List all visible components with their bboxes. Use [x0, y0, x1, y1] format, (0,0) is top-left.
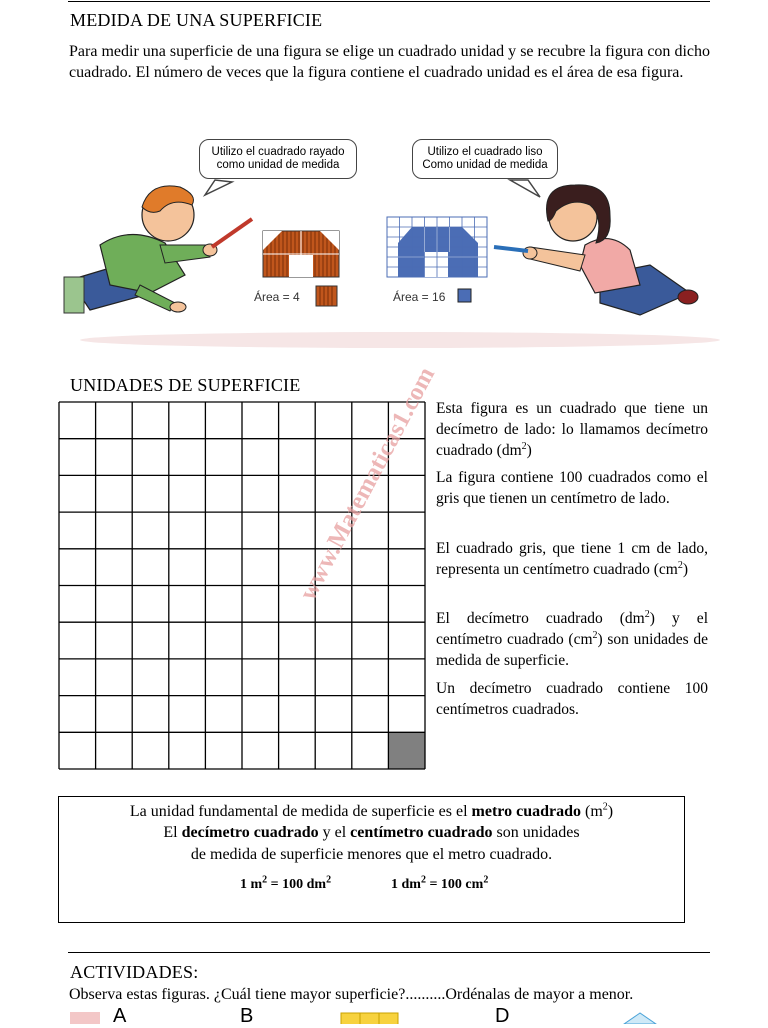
figure-label-a: A: [113, 1005, 127, 1027]
figure-label-b: B: [240, 1005, 254, 1027]
equation-dm2-cm2: 1 $dm^2 = 100$ $cm^2$: [391, 874, 489, 892]
section-title-unidades: UNIDADES DE SUPERFICIE: [70, 375, 301, 395]
solid-house: [387, 217, 487, 277]
side-paragraph-3: El cuadrado gris, que tiene 1 cm de lado, representa un centímetro cuadrado $(cm^2)$: [436, 540, 708, 578]
side-paragraph-1: Esta figura es un cuadrado que tiene un decímetro de lado: lo llamamos decímetro cuadrado $(dm^2)$: [436, 400, 708, 459]
activities-title: ACTIVIDADES:: [70, 962, 199, 982]
top-rule: [68, 1, 710, 2]
activities-rule: [68, 952, 710, 953]
side-paragraph-2: La figura contiene 100 cuadrados como el gris que tienen un centímetro de lado.: [436, 469, 708, 507]
striped-house: [263, 231, 339, 277]
speech-bubble-right: [412, 139, 558, 179]
solid-unit-square: [458, 289, 471, 302]
speech-bubble-left: [199, 139, 357, 179]
equation-m2-dm2: 1 $m^2 = 100$ $dm^2$: [240, 874, 332, 892]
side-paragraph-4: El decímetro cuadrado $(dm^2)$ y el centímetro cuadrado $(cm^2)$ son unidades de medida de superficie.: [436, 608, 708, 669]
bubble-left-line2: como unidad de medida: [216, 159, 340, 171]
activities-question: Observa estas figuras. ¿Cuál tiene mayor superficie?..........Ordénalas de mayor a menor.: [69, 986, 634, 1003]
figure-c-shape: [340, 1012, 400, 1024]
bubble-right-line1: Utilizo el cuadrado liso: [427, 146, 543, 158]
figure-a-shape: [70, 1012, 100, 1024]
summary-line-3: de medida de superficie menores que el metro cuadrado.: [190, 846, 553, 863]
summary-line-1: La unidad fundamental de medida de superficie es el metro cuadrado $(m^2)$: [129, 801, 614, 820]
bubble-right-line2: Como unidad de medida: [422, 159, 548, 171]
watermark: www.Matematicas1.com: [294, 362, 441, 605]
side-paragraph-5: Un decímetro cuadrado contiene 100 centímetros cuadrados.: [436, 680, 708, 718]
intro-paragraph: Para medir una superficie de una figura se elige un cuadrado unidad y se recubre la figura con dicho cuadrado. El número de veces que la figura contiene el cuadrado unidad es el área de esa figura.: [69, 43, 710, 81]
illustration-drawing: [0, 125, 768, 355]
floor-shadow: [80, 332, 720, 348]
figure-e-shape: [620, 1012, 660, 1024]
summary-box: [58, 796, 685, 923]
figure-label-d: D: [495, 1005, 510, 1027]
summary-line-2: El decímetro cuadrado y el centímetro cuadrado son unidades: [163, 824, 580, 841]
illustration: [0, 125, 768, 355]
boy-figure: [64, 186, 252, 313]
section-title-medida: MEDIDA DE UNA SUPERFICIE: [70, 10, 323, 30]
gray-unit-cell: [388, 732, 425, 769]
girl-figure: [494, 185, 698, 315]
area-label-right: Área = 16: [393, 290, 446, 304]
area-label-left: Área = 4: [254, 290, 300, 304]
striped-unit-square: [316, 286, 337, 306]
bubble-left-line1: Utilizo el cuadrado rayado: [211, 146, 345, 158]
